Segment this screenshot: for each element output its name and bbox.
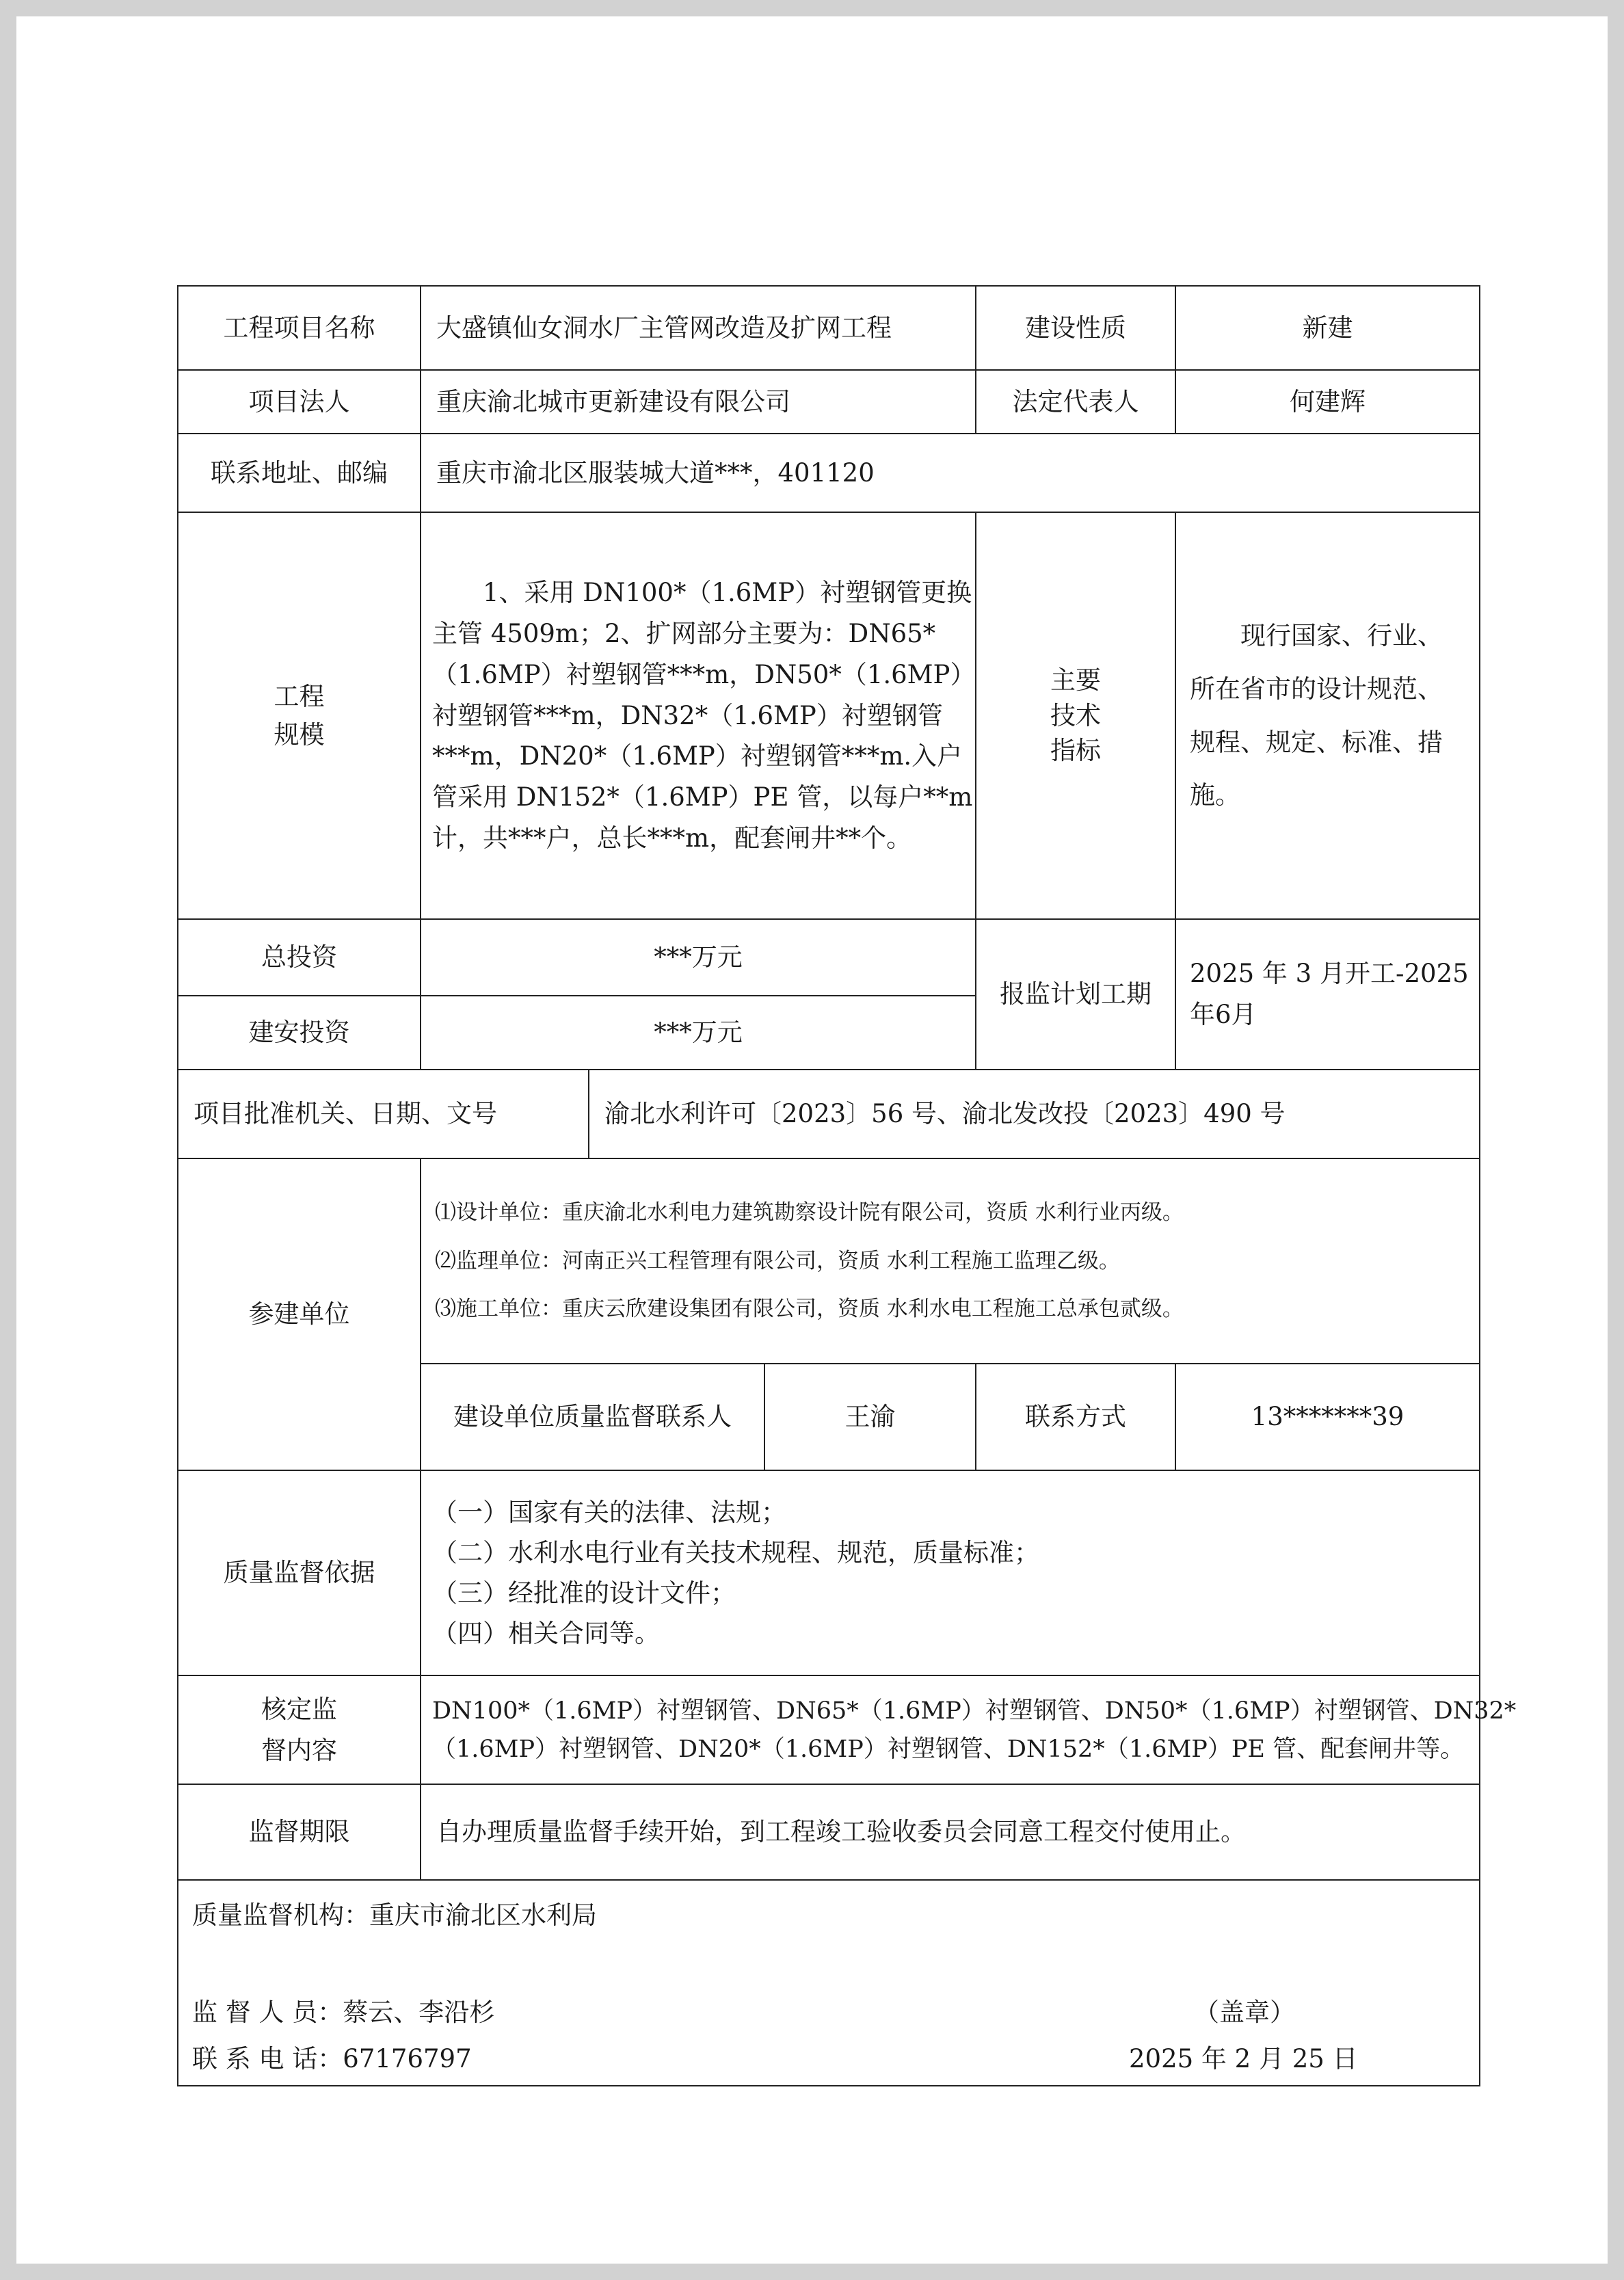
value-plan-period	[1176, 920, 1479, 1070]
label-term: 监督期限	[178, 1785, 421, 1881]
value-basis	[421, 1471, 1479, 1676]
unit-supervision: ⑵监理单位：河南正兴工程管理有限公司，资质 水利工程施工监理乙级。	[435, 1248, 1120, 1273]
label-project-name: 工程项目名称	[178, 287, 421, 371]
basis-line: （二）水利水电行业有关技术规程、规范，质量标准；	[432, 1537, 1039, 1567]
scale-line: （1.6MP）衬塑钢管***m，DN50*（1.6MP）	[432, 659, 976, 689]
label-indicators	[976, 513, 1176, 920]
unit-design: ⑴设计单位：重庆渝北水利电力建筑勘察设计院有限公司，资质 水利行业丙级。	[435, 1199, 1184, 1225]
label-quality-contact: 建设单位质量监督联系人	[421, 1364, 765, 1471]
value-units	[421, 1159, 1479, 1364]
indicators-line: 施。	[1190, 780, 1240, 810]
scale-line: 衬塑钢管***m，DN32*（1.6MP）衬塑钢管	[432, 700, 943, 730]
indicators-line: 所在省市的设计规范、	[1190, 674, 1443, 704]
value-content	[421, 1676, 1517, 1785]
label-address: 联系地址、邮编	[178, 434, 421, 513]
label-total-invest: 总投资	[178, 920, 421, 996]
value-term: 自办理质量监督手续开始，到工程竣工验收委员会同意工程交付使用止。	[421, 1785, 1479, 1881]
label-legal-rep: 法定代表人	[976, 371, 1176, 434]
scale-line: 主管 4509m；2、扩网部分主要为：DN65*	[432, 618, 936, 648]
value-scale	[421, 513, 976, 920]
footer-date: 2025 年 2 月 25 日	[1129, 2044, 1358, 2073]
label-scale	[178, 513, 421, 920]
label-nature: 建设性质	[976, 287, 1176, 371]
basis-line: （一）国家有关的法律、法规；	[432, 1497, 786, 1527]
basis-line: （三）经批准的设计文件；	[432, 1578, 736, 1608]
basis-line: （四）相关合同等。	[432, 1619, 660, 1649]
value-quality-contact: 王渝	[765, 1364, 976, 1471]
label-plan-period: 报监计划工期	[976, 920, 1176, 1070]
label-indicators-line1: 主要	[1050, 665, 1101, 695]
scale-line: ***m，DN20*（1.6MP）衬塑钢管***m.入户	[432, 741, 963, 771]
plan-period-line: 年6月	[1190, 1000, 1257, 1029]
value-project-name: 大盛镇仙女洞水厂主管网改造及扩网工程	[421, 287, 976, 371]
value-approval: 渝北水利许可〔2023〕56 号、渝北发改投〔2023〕490 号	[589, 1070, 1479, 1159]
value-legal-person: 重庆渝北城市更新建设有限公司	[421, 371, 976, 434]
content-line: DN100*（1.6MP）衬塑钢管、DN65*（1.6MP）衬塑钢管、DN50*（1.6MP）衬塑钢管、DN32*	[432, 1697, 1517, 1725]
footer-seal: （盖章）	[1194, 1998, 1295, 2027]
label-content	[178, 1676, 421, 1785]
label-indicators-line2: 技术	[1050, 700, 1101, 730]
supervision-form	[177, 285, 1517, 2086]
plan-period-line: 2025 年 3 月开工-2025	[1190, 959, 1469, 989]
label-legal-person: 项目法人	[178, 371, 421, 434]
scale-line: 计，共***户，总长***m，配套闸井**个。	[432, 823, 912, 853]
label-contact-method: 联系方式	[976, 1364, 1176, 1471]
label-basis: 质量监督依据	[178, 1471, 421, 1676]
footer-agency: 质量监督机构：重庆市渝北区水利局	[192, 1900, 597, 1930]
content-line: （1.6MP）衬塑钢管、DN20*（1.6MP）衬塑钢管、DN152*（1.6MP）PE 管、配套闸井等。	[432, 1735, 1465, 1763]
value-total-invest: ***万元	[421, 920, 976, 996]
label-indicators-line3: 指标	[1050, 736, 1101, 766]
indicators-line: 规程、规定、标准、措	[1190, 727, 1443, 757]
label-scale-line2: 规模	[274, 719, 325, 750]
footer-phone: 联 系 电 话：67176797	[192, 2044, 472, 2073]
label-scale-line1: 工程	[274, 682, 325, 711]
label-content-line2: 督内容	[261, 1735, 337, 1765]
label-units: 参建单位	[178, 1159, 421, 1471]
indicators-line: 现行国家、行业、	[1190, 621, 1443, 651]
label-content-line1: 核定监	[261, 1695, 337, 1725]
label-approval: 项目批准机关、日期、文号	[178, 1070, 589, 1159]
value-indicators	[1176, 513, 1479, 920]
label-construct-invest: 建安投资	[178, 996, 421, 1070]
scale-line: 管采用 DN152*（1.6MP）PE 管，以每户**m	[432, 782, 973, 812]
document-page	[16, 16, 1608, 2264]
unit-construction: ⑶施工单位：重庆云欣建设集团有限公司，资质 水利水电工程施工总承包贰级。	[435, 1297, 1184, 1322]
value-nature: 新建	[1176, 287, 1479, 371]
value-construct-invest: ***万元	[421, 996, 976, 1070]
value-address: 重庆市渝北区服装城大道***，401120	[421, 434, 1479, 513]
scale-line: 1、采用 DN100*（1.6MP）衬塑钢管更换	[432, 577, 972, 607]
footer-staff: 监 督 人 员：蔡云、李沿杉	[192, 1998, 495, 2027]
value-contact-method: 13*******39	[1176, 1364, 1479, 1471]
value-legal-rep: 何建辉	[1176, 371, 1479, 434]
